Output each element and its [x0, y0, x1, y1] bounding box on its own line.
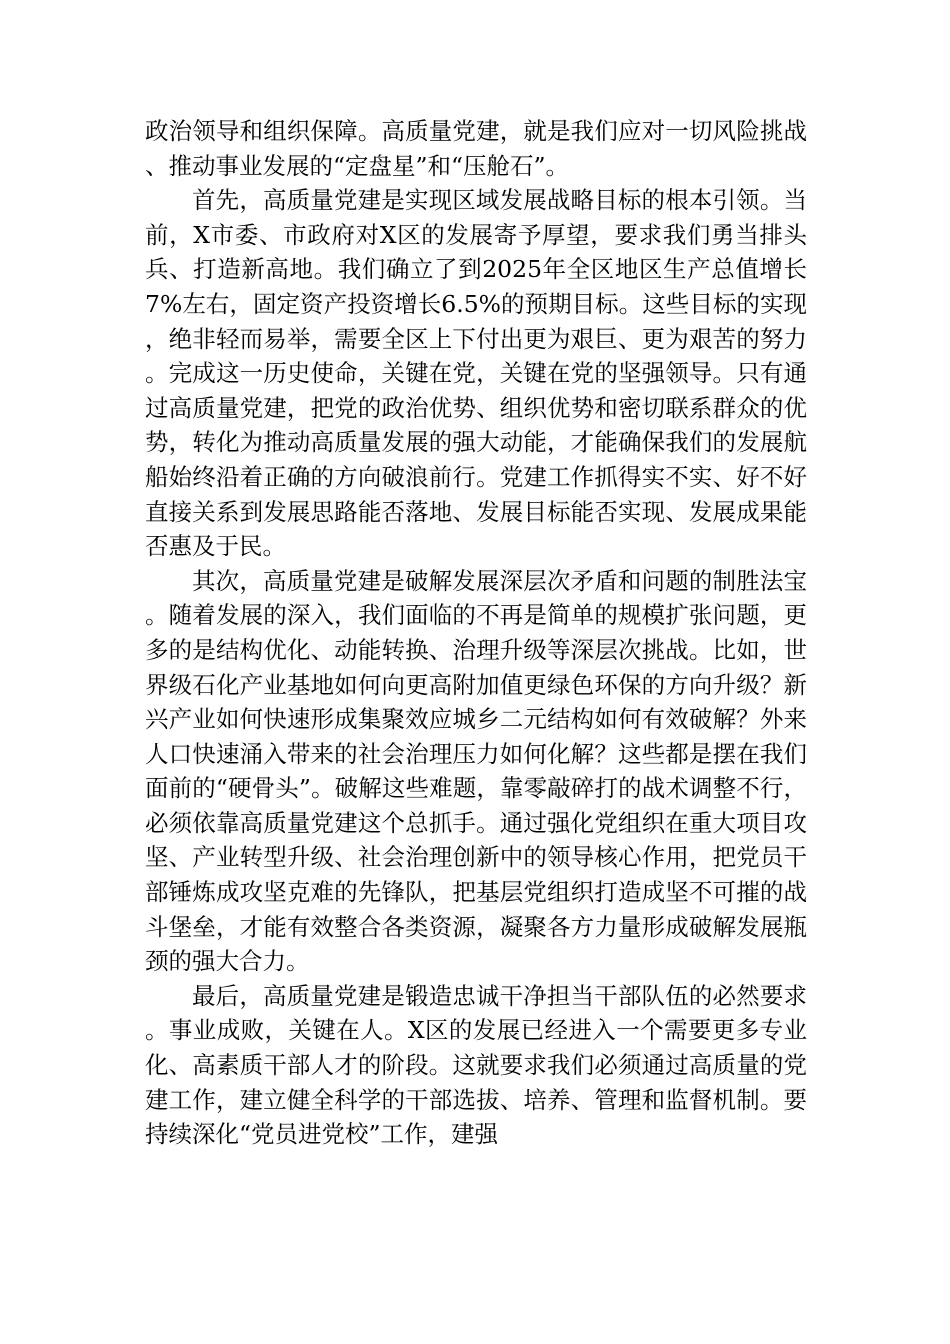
paragraph-4: 最后，高质量党建是锻造忠诚干净担当干部队伍的必然要求。事业成败，关键在人。X区的发展已经进入一个需要更多专业化、高素质干部人才的阶段。这就要求我们必须通过高质量的党建工作，建立健全科学的干部选拔、培养、管理和监督机制。要持续深化“党员进党校”工作，建强: [145, 981, 807, 1149]
paragraph-1: 政治领导和组织保障。高质量党建，就是我们应对一切风险挑战、推动事业发展的“定盘星”和“压舱石”。: [145, 117, 807, 180]
paragraph-2: 首先，高质量党建是实现区域发展战略目标的根本引领。当前，X市委、市政府对X区的发展寄予厚望，要求我们勇当排头兵、打造新高地。我们确立了到2025年全区地区生产总值增长7%左右，固定资产投资增长6.5%的预期目标。这些目标的实现，绝非轻而易举，需要全区上下付出更为艰巨、更为艰苦的努力。完成这一历史使命，关键在党，关键在党的坚强领导。只有通过高质量党建，把党的政治优势、组织优势和密切联系群众的优势，转化为推动高质量发展的强大动能，才能确保我们的发展航船始终沿着正确的方向破浪前行。党建工作抓得实不实、好不好直接关系到发展思路能否落地、发展目标能否实现、发展成果能否惠及于民。: [145, 186, 807, 561]
document-body: [145, 114, 807, 1152]
paragraph-3: 其次，高质量党建是破解发展深层次矛盾和问题的制胜法宝。随着发展的深入，我们面临的不再是简单的规模扩张问题，更多的是结构优化、动能转换、治理升级等深层次挑战。比如，世界级石化产业基地如何向更高附加值更绿色环保的方向升级？新兴产业如何快速形成集聚效应城乡二元结构如何有效破解？外来人口快速涌入带来的社会治理压力如何化解？这些都是摆在我们面前的“硬骨头”。破解这些难题，靠零敲碎打的战术调整不行，必须依靠高质量党建这个总抓手。通过强化党组织在重大项目攻坚、产业转型升级、社会治理创新中的领导核心作用，把党员干部锤炼成攻坚克难的先锋队，把基层党组织打造成坚不可摧的战斗堡垒，才能有效整合各类资源，凝聚各方力量形成破解发展瓶颈的强大合力。: [145, 566, 807, 976]
